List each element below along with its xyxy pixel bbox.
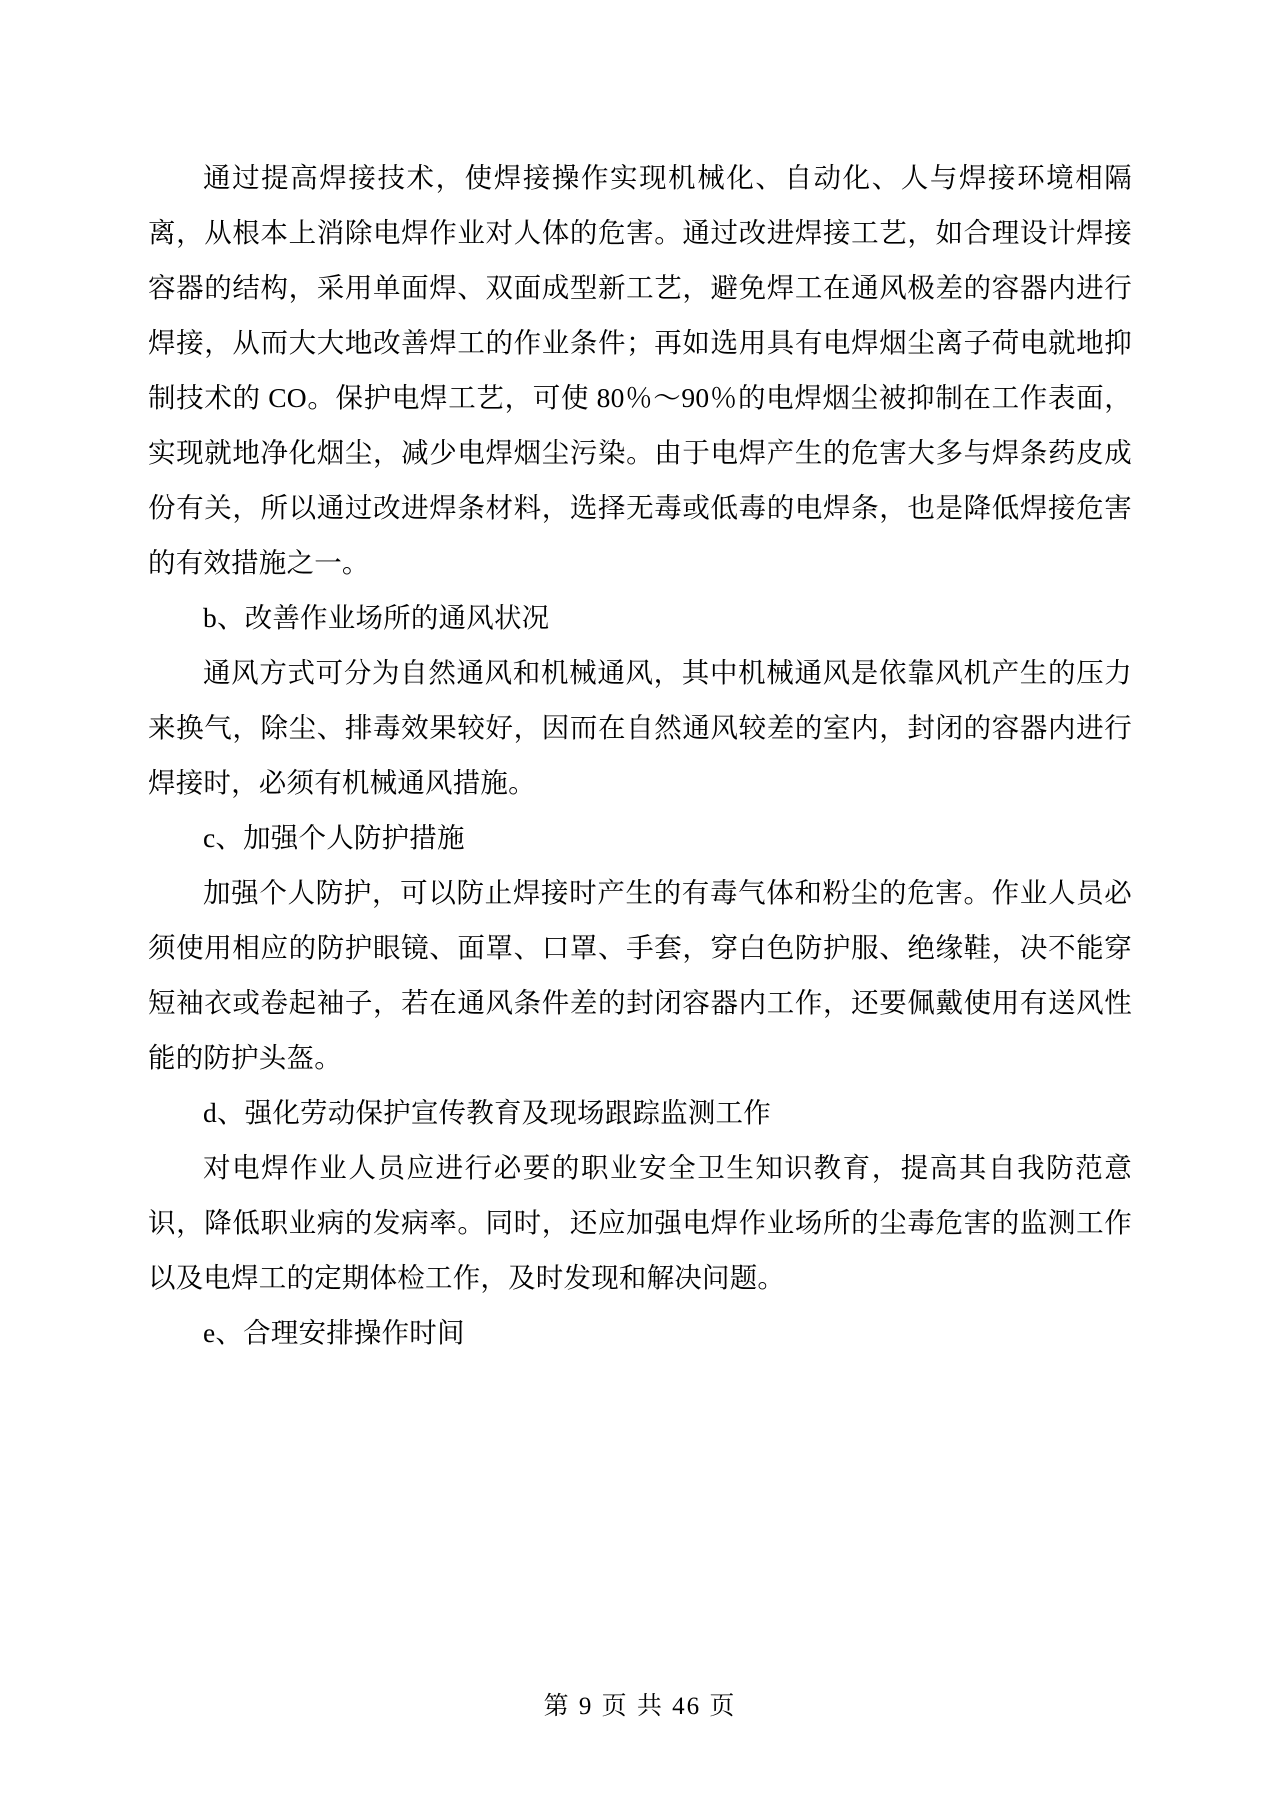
paragraph: 通过提高焊接技术，使焊接操作实现机械化、自动化、人与焊接环境相隔离，从根本上消除电焊作业对人体的危害。通过改进焊接工艺，如合理设计焊接容器的结构，采用单面焊、双面成型新工艺，避免焊工在通风极差的容器内进行焊接，从而大大地改善焊工的作业条件；再如选用具有电焊烟尘离子荷电就地抑制技术的 CO。保护电焊工艺，可使 80％～90％的电焊烟尘被抑制在工作表面，实现就地净化烟尘，减少电焊烟尘污染。由于电焊产生的危害大多与焊条药皮成份有关，所以通过改进焊条材料，选择无毒或低毒的电焊条，也是降低焊接危害的有效措施之一。	[148, 162, 1132, 578]
paragraph: 对电焊作业人员应进行必要的职业安全卫生知识教育，提高其自我防范意识，降低职业病的发病率。同时，还应加强电焊作业场所的尘毒危害的监测工作以及电焊工的定期体检工作，及时发现和解决问题。	[148, 1152, 1132, 1293]
paragraph: b、改善作业场所的通风状况	[203, 602, 550, 633]
paragraph: 加强个人防护，可以防止焊接时产生的有毒气体和粉尘的危害。作业人员必须使用相应的防护眼镜、面罩、口罩、手套，穿白色防护服、绝缘鞋，决不能穿短袖衣或卷起袖子，若在通风条件差的封闭容器内工作，还要佩戴使用有送风性能的防护头盔。	[148, 877, 1132, 1073]
page-footer: 第 9 页 共 46 页	[543, 1693, 737, 1720]
paragraph: 通风方式可分为自然通风和机械通风，其中机械通风是依靠风机产生的压力来换气，除尘、排毒效果较好，因而在自然通风较差的室内，封闭的容器内进行焊接时，必须有机械通风措施。	[148, 657, 1132, 798]
paragraph: d、强化劳动保护宣传教育及现场跟踪监测工作	[203, 1097, 771, 1128]
paragraph: c、加强个人防护措施	[203, 822, 465, 853]
paragraph: e、合理安排操作时间	[203, 1317, 465, 1348]
document-body	[148, 150, 1132, 1360]
